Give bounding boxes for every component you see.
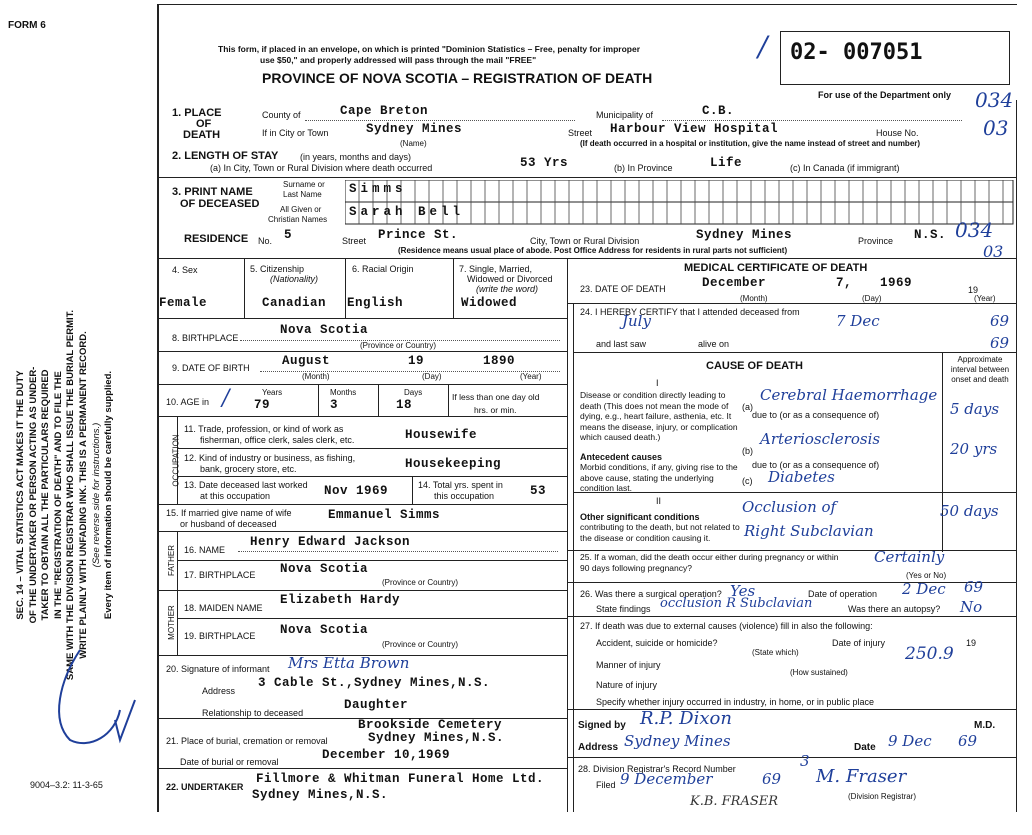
side-line-7: (See reverse side for instructions.): [90, 422, 102, 568]
header-note-1: This form, if placed in an envelope, on which is printed "Dominion Statistics – Free, penalty for improper: [218, 44, 641, 54]
county-label: County of: [262, 110, 301, 120]
cert-from-year: 69: [990, 312, 1010, 330]
row-rule-15: [157, 504, 567, 505]
hrs-min-label: hrs. or min.: [474, 405, 517, 415]
side-line-2: OF THE UNDERTAKER OR PERSON ACTING AS UNDER-: [27, 366, 39, 624]
registrar-label: (Division Registrar): [848, 792, 917, 801]
less-day-label: If less than one day old: [452, 392, 540, 402]
med-rule-cause: [573, 352, 1016, 353]
frame-left: [157, 4, 159, 812]
state-findings-label: State findings: [596, 604, 651, 614]
disease-label: Disease or condition directly leading to death (This does not mean the mode of dying, e.g., heart failure, asthenia, etc. It means the disease, injury, or complication which caused death.): [580, 390, 738, 442]
med-rule-27: [567, 616, 1016, 617]
name-grid: [345, 180, 1015, 226]
cause-a: Cerebral Haemorrhage: [760, 386, 938, 404]
occ14-value: 53: [530, 484, 547, 498]
dob-day-sub: (Day): [422, 372, 442, 381]
q28-number: 3: [800, 752, 810, 770]
place-label-1: 1. PLACE: [172, 107, 222, 119]
cause-c: Diabetes: [768, 468, 835, 486]
q26-date-label: Date of operation: [808, 589, 878, 599]
row-rule-11: [157, 416, 567, 417]
city-value: Sydney Mines: [366, 122, 463, 136]
side-line-8: Every item of information should be carefully supplied.: [103, 370, 115, 620]
q27-label: 27. If death was due to external causes (violence) fill in also the following:: [580, 621, 873, 631]
code-250: 250.9: [905, 644, 954, 664]
q26-label: 26. Was there a surgical operation?: [580, 589, 722, 599]
registrar-signature: M. Fraser: [816, 766, 907, 787]
age-label: 10. AGE in: [166, 397, 210, 407]
name-label-1: 3. PRINT NAME: [172, 186, 253, 198]
residence-prov: N.S.: [914, 228, 947, 242]
mother-name: Elizabeth Hardy: [280, 593, 401, 607]
occupation-side-label: OCCUPATION: [171, 434, 181, 487]
municipality-label: Municipality of: [596, 110, 654, 120]
signed-signature: R.P. Dixon: [640, 708, 732, 729]
interval-label: Approximate interval between onset and death: [950, 355, 1010, 384]
mother-bp-sub: (Province or Country): [382, 640, 459, 649]
mother-bp: Nova Scotia: [280, 623, 369, 637]
filed-value: 9 December: [620, 770, 713, 788]
address-value: Sydney Mines: [624, 732, 731, 750]
hospital-note: (If death occurred in a hospital or institution, give the name instead of street and number): [580, 139, 921, 148]
stay-c-label: (c) In Canada (if immigrant): [790, 163, 900, 173]
name-label-2: OF DECEASED: [180, 198, 260, 210]
other-title: Other significant conditions: [580, 512, 700, 522]
spouse-label-2: or husband of deceased: [180, 519, 277, 529]
occ13-div: [412, 476, 413, 504]
med-rule-26: [567, 582, 1016, 583]
side-line-6: WRITE PLAINLY WITH UNFADING INK. THIS IS A PERMANENT RECORD.: [77, 331, 89, 659]
dod-month: December: [702, 276, 767, 290]
col-div-1: [244, 258, 245, 318]
marital-label-3: (write the word): [476, 284, 539, 294]
burial-date-label: Date of burial or removal: [180, 757, 279, 767]
cert-to: 7 Dec: [836, 312, 880, 330]
row-rule-18: [157, 590, 567, 591]
cause-b: Arteriosclerosis: [760, 430, 881, 448]
margin-scribble: [20, 640, 140, 760]
citizenship-label-1: 5. Citizenship: [250, 264, 305, 274]
mother-side-label: MOTHER: [166, 605, 176, 640]
due-to-b: due to (or as a consequence of): [752, 460, 880, 470]
med-rule-24: [567, 303, 1016, 304]
residence-label: RESIDENCE: [184, 233, 249, 245]
page-title: PROVINCE OF NOVA SCOTIA – REGISTRATION OF DEATH: [262, 70, 653, 86]
roman-2: II: [656, 496, 662, 506]
occ11-label-2: fisherman, office clerk, sales clerk, etc.: [200, 435, 355, 445]
residence-no: 5: [284, 228, 293, 242]
stay-label: 2. LENGTH OF STAY: [172, 150, 279, 162]
q26-date: 2 Dec: [902, 580, 946, 598]
side-line-4: IN THE "REGISTRATION OF DEATH" AND TO FILE THE: [52, 371, 64, 619]
surname-label-2: Last Name: [283, 190, 322, 199]
interval-div: [942, 352, 943, 552]
center-divider: [567, 258, 568, 812]
filed-year: 69: [762, 770, 782, 788]
how-sustained: (How sustained): [790, 668, 848, 677]
city-label: If in City or Town: [262, 128, 329, 138]
age-years: 79: [254, 398, 271, 412]
marital-label-2: Widowed or Divorced: [467, 274, 553, 284]
place-label-3: DEATH: [183, 129, 221, 141]
relationship-label: Relationship to deceased: [202, 708, 304, 718]
dod-year: 1969: [880, 276, 913, 290]
autopsy-answer: No: [960, 598, 983, 616]
date-year: 69: [958, 732, 978, 750]
age-days: 18: [396, 398, 413, 412]
age-scribble: /: [222, 386, 230, 411]
residence-city: Sydney Mines: [696, 228, 793, 242]
county-value: Cape Breton: [340, 104, 429, 118]
dob-day: 19: [408, 354, 425, 368]
med-rule-28: [567, 757, 1016, 758]
row-rule-22: [157, 768, 567, 769]
sex-value: Female: [159, 296, 208, 310]
manner-label: Manner of injury: [596, 660, 661, 670]
occ13-label-1: 13. Date deceased last worked: [184, 480, 308, 490]
house-label: House No.: [876, 128, 919, 138]
cert-to-year: 69: [990, 334, 1010, 352]
side-line-1: SEC. 14 – VITAL STATISTICS ACT MAKES IT THE DUTY: [15, 370, 26, 620]
birthplace-label: 8. BIRTHPLACE: [172, 333, 239, 343]
surname-value: Simms: [349, 182, 407, 196]
occ14-label-2: this occupation: [434, 491, 495, 501]
check-mark: /: [758, 30, 768, 63]
given-label-1: All Given or: [280, 205, 322, 214]
city-name-sub: (Name): [400, 139, 427, 148]
dob-year-sub: (Year): [520, 372, 542, 381]
row-rule-13: [177, 476, 567, 477]
dept-code-d: 03: [983, 242, 1004, 261]
age-days-label: Days: [404, 388, 423, 397]
stay-sub: (in years, months and days): [300, 152, 412, 162]
residence-street-label: Street: [342, 236, 367, 246]
residence-street: Prince St.: [378, 228, 459, 242]
dept-code-c: 034: [955, 218, 994, 242]
antecedent-label: Morbid conditions, if any, giving rise to the above cause, stating the underlying condition last.: [580, 462, 738, 493]
cause-of-death-title: CAUSE OF DEATH: [706, 360, 803, 372]
form-label: FORM 6: [8, 20, 46, 31]
residence-city-label: City, Town or Rural Division: [530, 236, 640, 246]
address-label: Address: [578, 742, 619, 753]
roman-1: I: [656, 378, 659, 388]
md-label: M.D.: [974, 720, 996, 731]
age-div-2: [378, 384, 379, 416]
dept-code-a: 034: [975, 88, 1014, 112]
dod-month-sub: (Month): [740, 294, 768, 303]
dept-use-label: For use of the Department only: [818, 90, 952, 100]
date-injury-label: Date of injury: [832, 638, 886, 648]
occ11-label-1: 11. Trade, profession, or kind of work as: [184, 424, 344, 434]
residence-prov-label: Province: [858, 236, 894, 246]
spouse-label-1: 15. If married give name of wife: [166, 508, 292, 518]
interval-c: 50 days: [940, 502, 999, 520]
muni-line: [662, 120, 962, 121]
burial-place-1: Brookside Cemetery: [358, 718, 503, 732]
due-to-a: due to (or as a consequence of): [752, 410, 880, 420]
age-months-label: Months: [330, 388, 357, 397]
cause-b-letter: (b): [742, 446, 753, 456]
marital-label-1: 7. Single, Married,: [459, 264, 533, 274]
father-bp: Nova Scotia: [280, 562, 369, 576]
stay-b-value: Life: [710, 156, 743, 170]
parent-div: [177, 531, 178, 655]
q28-label: 28. Division Registrar's Record Number: [578, 764, 736, 774]
dod-label: 23. DATE OF DEATH: [580, 284, 666, 294]
footer-code: 9004–3.2: 11-3-65: [30, 780, 103, 790]
undertaker-label: 22. UNDERTAKER: [166, 782, 244, 792]
row-rule-17: [177, 560, 567, 561]
street-value: Harbour View Hospital: [610, 122, 779, 136]
med-col-num: [573, 303, 574, 812]
dod-year-sub: (Year): [974, 294, 996, 303]
dept-code-b: 03: [983, 116, 1009, 140]
relationship-value: Daughter: [344, 698, 409, 712]
state-findings: occlusion R Subclavian: [660, 596, 813, 611]
stay-a-label: (a) In City, Town or Rural Division where death occurred: [210, 163, 433, 173]
race-value: English: [347, 296, 404, 310]
side-line-3: TAKER TO OBTAIN ALL THE PARTICULARS REQUIRED: [40, 369, 52, 621]
sex-label: 4. Sex: [172, 265, 198, 275]
informant-addr-label: Address: [202, 686, 236, 696]
age-div-3: [448, 384, 449, 416]
side-line-5: SAME WITH THE DIVISION REGISTRAR WHO SHALL ISSUE THE BURIAL PERMIT.: [65, 309, 77, 681]
occ13-label-2: at this occupation: [200, 491, 271, 501]
undertaker-2: Sydney Mines,N.S.: [252, 788, 389, 802]
q25-answer: Certainly: [874, 548, 945, 566]
q25-yes-no: (Yes or No): [906, 571, 947, 580]
race-label: 6. Racial Origin: [352, 264, 414, 274]
date-label: Date: [854, 742, 876, 753]
occ13-value: Nov 1969: [324, 484, 389, 498]
state-which: (State which): [752, 648, 799, 657]
q25-label: 25. If a woman, did the death occur either during pregnancy or within 90 days following pregnancy?: [580, 552, 839, 573]
burial-place-label: 21. Place of burial, cremation or removal: [166, 736, 328, 746]
cause-a-letter: (a): [742, 402, 753, 412]
row-rule-9: [157, 351, 567, 352]
row-rule-8: [157, 318, 567, 319]
med-rule-25: [567, 550, 1016, 551]
medical-cert-title: MEDICAL CERTIFICATE OF DEATH: [684, 262, 868, 274]
col-div-3: [453, 258, 454, 318]
dob-month: August: [282, 354, 331, 368]
antecedent-title: Antecedent causes: [580, 452, 663, 462]
occ12-value: Housekeeping: [405, 457, 502, 471]
col-div-2: [345, 258, 346, 318]
undertaker-1: Fillmore & Whitman Funeral Home Ltd.: [256, 772, 545, 786]
county-line: [305, 120, 575, 121]
street-label: Street: [568, 128, 593, 138]
informant-addr: 3 Cable St.,Sydney Mines,N.S.: [258, 676, 491, 690]
stay-a-value: 53 Yrs: [520, 156, 569, 170]
municipality-value: C.B.: [702, 104, 735, 118]
other-label: contributing to the death, but not related to the disease or condition causing it.: [580, 522, 740, 543]
informant-signature: Mrs Etta Brown: [288, 654, 410, 672]
frame-top: [157, 4, 1017, 5]
father-side-label: FATHER: [166, 545, 176, 576]
father-name: Henry Edward Jackson: [250, 535, 411, 549]
interval-b: 20 yrs: [950, 440, 998, 458]
row-rule-19: [177, 618, 567, 619]
personal-top-rule: [157, 258, 1016, 259]
last-seen-mid: alive on: [698, 339, 730, 349]
med-rule-part2: [573, 492, 1016, 493]
occ11-value: Housewife: [405, 428, 478, 442]
nature-label: Nature of injury: [596, 680, 658, 690]
occ12-label-1: 12. Kind of industry or business, as fishing,: [184, 453, 356, 463]
mother-bp-label: 19. BIRTHPLACE: [184, 631, 256, 641]
record-number: 02- 007051: [790, 40, 923, 65]
given-value: Sarah Bell: [349, 205, 465, 219]
other-2: Right Subclavian: [744, 522, 874, 540]
burial-place-2: Sydney Mines,N.S.: [368, 731, 505, 745]
header-note-2: use $50," and properly addressed will pass through the mail "FREE": [260, 55, 537, 65]
dob-label: 9. DATE OF BIRTH: [172, 363, 250, 373]
father-bp-label: 17. BIRTHPLACE: [184, 570, 256, 580]
spouse-value: Emmanuel Simms: [328, 508, 441, 522]
surname-label-1: Surname or: [283, 180, 325, 189]
frame-right: [1016, 100, 1017, 812]
cert-from: July: [622, 312, 651, 330]
row-rule-12: [177, 448, 567, 449]
residence-note: (Residence means usual place of abode. Post Office Address for residents in rural parts not sufficient): [398, 246, 788, 255]
injury-19: 19: [966, 638, 977, 648]
row-rule-10: [157, 384, 567, 385]
father-name-label: 16. NAME: [184, 545, 226, 555]
dod-day-sub: (Day): [862, 294, 882, 303]
last-seen-label: and last saw: [596, 339, 647, 349]
cert-label: 24. I HEREBY CERTIFY that I attended deceased from: [580, 307, 800, 317]
q26-year: 69: [964, 578, 984, 596]
row-rule-16: [157, 531, 567, 532]
age-div-1: [318, 384, 319, 416]
dob-month-sub: (Month): [302, 372, 330, 381]
informant-sig-label: 20. Signature of informant: [166, 664, 270, 674]
date-value: 9 Dec: [888, 732, 932, 750]
birthplace-sub: (Province or Country): [360, 341, 437, 350]
age-years-label: Years: [262, 388, 283, 397]
filed-label: Filed: [596, 780, 616, 790]
birthplace-value: Nova Scotia: [280, 323, 369, 337]
name-top-rule: [157, 177, 1016, 178]
dod-day: 7,: [836, 276, 853, 290]
stay-b-label: (b) In Province: [614, 163, 673, 173]
father-bp-sub: (Province or Country): [382, 578, 459, 587]
occ12-label-2: bank, grocery store, etc.: [200, 464, 297, 474]
age-months: 3: [330, 398, 339, 412]
father-name-line: [238, 551, 558, 552]
cause-c-letter: (c): [742, 476, 753, 486]
citizenship-label-2: (Nationality): [270, 274, 319, 284]
med-rule-signed: [567, 709, 1016, 710]
registrar-name: K.B. FRASER: [690, 794, 779, 809]
residence-no-label: No.: [258, 236, 273, 246]
marital-value: Widowed: [461, 296, 518, 310]
dod-19: 19: [968, 285, 979, 295]
dob-year: 1890: [483, 354, 516, 368]
autopsy-label: Was there an autopsy?: [848, 604, 941, 614]
citizenship-value: Canadian: [262, 296, 327, 310]
other-1: Occlusion of: [742, 498, 837, 516]
mother-name-label: 18. MAIDEN NAME: [184, 603, 263, 613]
given-label-2: Christian Names: [268, 215, 328, 224]
occ14-label-1: 14. Total yrs. spent in: [418, 480, 503, 490]
signed-label: Signed by: [578, 720, 626, 731]
place-label-2: OF: [196, 118, 212, 130]
accident-label: Accident, suicide or homicide?: [596, 638, 718, 648]
burial-date: December 10,1969: [322, 748, 451, 762]
industry-label: Specify whether injury occurred in industry, in home, or in public place: [596, 697, 874, 707]
q26-answer: Yes: [730, 582, 756, 600]
interval-a: 5 days: [950, 400, 1000, 418]
